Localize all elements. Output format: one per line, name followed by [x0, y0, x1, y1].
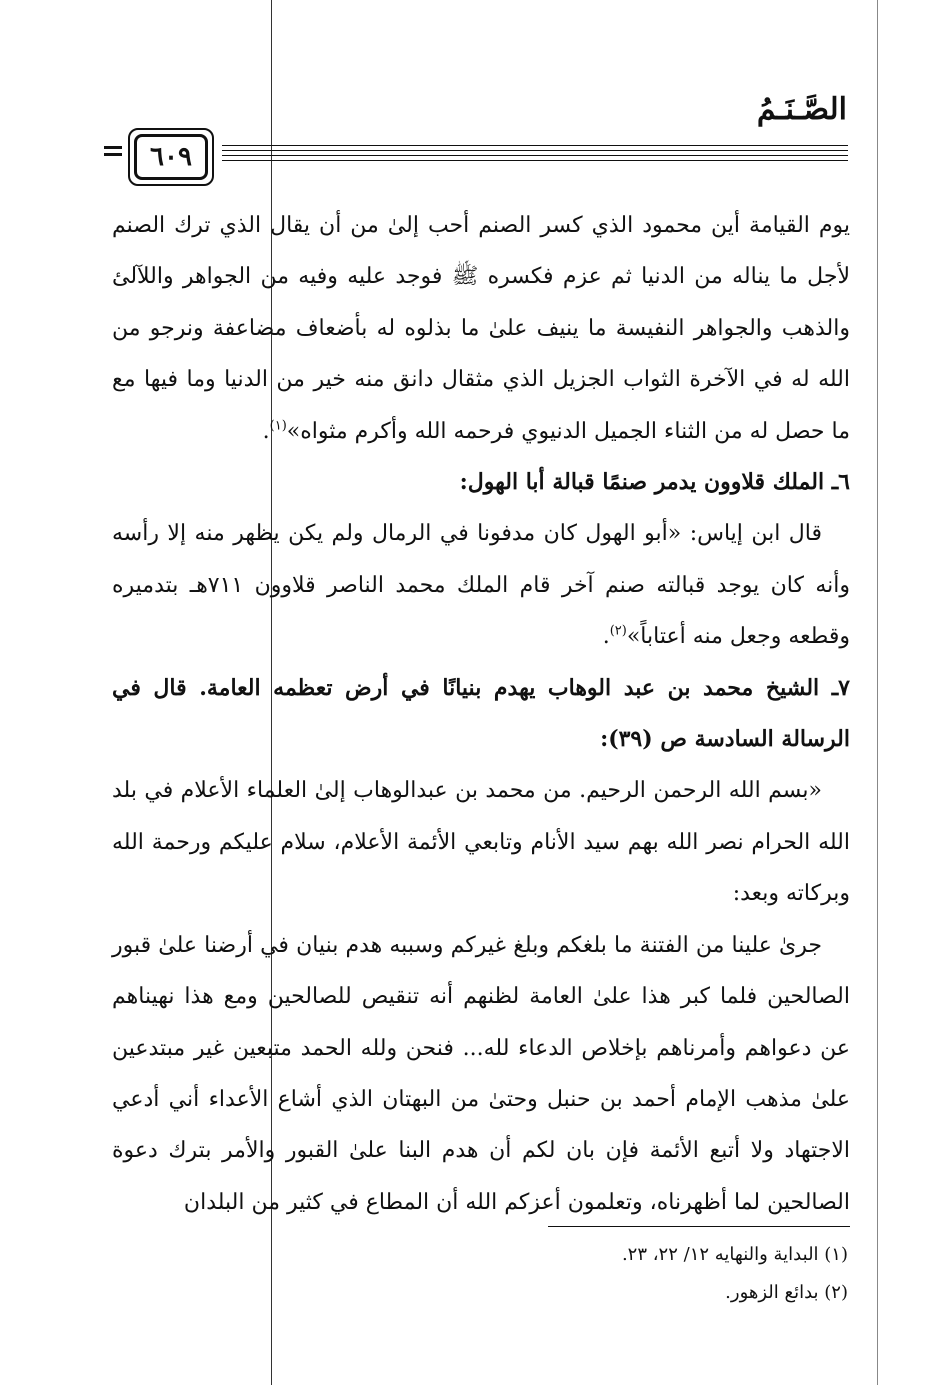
scan-margin-line-right [877, 0, 878, 1385]
footnote-ref-1: (١) [269, 418, 287, 434]
heading-7: ٧ـ الشيخ محمد بن عبد الوهاب يهدم بنيانًا في أرض تعظمه العامة. قال في الرسالة السادسة ص (٣٩): [112, 674, 850, 753]
paragraph-1-text: يوم القيامة أين محمود الذي كسر الصنم أحب إلىٰ من أن يقال الذي ترك الصنم لأجل ما يناله من الدنيا ثم عزم فكسره ﷺ فوجد عليه وفيه من الجواهر واللآلئ والذهب والجواهر النفيسة ما ينيف علىٰ ما بذلوه له بأضعاف مضاعفة ونرجو من الله له في الآخرة الثواب الجزيل الذي مثقال دانق منه خير من الدنيا وما فيها مع ما حصل له من الثناء الجميل الدنيوي فرحمه الله وأكرم مثواه» [112, 213, 850, 444]
heading-6: ٦ـ الملك قلاوون يدمر صنمًا قبالة أبا الهول: [459, 469, 850, 496]
paragraph-3: «بسم الله الرحمن الرحيم. من محمد بن عبدالوهاب إلىٰ العلماء الأعلام في بلد الله الحرام نصر الله بهم سيد الأنام وتابعي الأئمة الأعلام، سلام عليكم ورحمة الله وبركاته وبعد: [112, 778, 850, 907]
header-rule-top [222, 145, 848, 146]
paragraph-4: جرىٰ علينا من الفتنة ما بلغكم وبلغ غيركم وسببه هدم بنيان في أرضنا علىٰ قبور الصالحين فلما كبر هذا علىٰ العامة لظنهم أنه تنقيص للصالحين ومع هذا نهيناهم عن دعواهم وأمرناهم بإخلاص الدعاء لله... فنحن ولله الحمد متبعين غير مبتدعين علىٰ مذهب الإمام أحمد بن حنبل وحتىٰ من البهتان الذي أشاع الأعداء أني أدعي الاجتهاد ولا أتبع الأئمة فإن بان لكم أن هدم البنا علىٰ القبور والأمر بترك دعوة الصالحين لما أظهرناه، وتعلمون أعزكم الله أن المطاع في كثير من البلدان [112, 932, 850, 1215]
header-rule-bottom [222, 160, 848, 161]
footnote-2: (٢) بدائع الزهور. [725, 1282, 848, 1303]
paragraph-1: يوم القيامة أين محمود الذي كسر الصنم أحب إلىٰ من أن يقال الذي ترك الصنم لأجل ما يناله من الدنيا ثم عزم فكسره ﷺ فوجد عليه وفيه من الجواهر واللآلئ والذهب والجواهر النفيسة ما ينيف علىٰ ما بذلوه له بأضعاف مضاعفة ونرجو من الله له في الآخرة الثواب الجزيل الذي مثقال دانق منه خير من الدنيا وما فيها مع ما حصل له من الثناء الجميل الدنيوي فرحمه الله وأكرم مثواه»$^{(١)}$. [112, 213, 850, 444]
running-title: الصَّـنَـمُ [756, 92, 847, 127]
footnote-ref-2: (٢) [609, 623, 627, 639]
header-ornament [104, 146, 122, 160]
footnote-separator [548, 1226, 850, 1227]
header-rule-double [222, 150, 848, 156]
paragraph-2: قال ابن إياس: «أبو الهول كان مدفونا في الرمال ولم يكن يظهر منه إلا رأسه وأنه كان يوجد قبالته صنم آخر قام الملك محمد الناصر قلاوون ٧١١هـ بتدميره وقطعه وجعل منه أعتاباً»$^{(٢)}$. [112, 521, 850, 650]
page-number: ٦٠٩ [134, 134, 208, 180]
footnote-1: (١) البداية والنهايه ١٢/ ٢٢، ٢٣. [621, 1244, 848, 1265]
paragraph-2-text: قال ابن إياس: «أبو الهول كان مدفونا في الرمال ولم يكن يظهر منه إلا رأسه وأنه كان يوجد قبالته صنم آخر قام الملك محمد الناصر قلاوون ٧١١هـ بتدميره وقطعه وجعل منه أعتاباً» [112, 521, 850, 650]
footnotes [328, 1236, 848, 1312]
main-text [112, 200, 850, 1228]
